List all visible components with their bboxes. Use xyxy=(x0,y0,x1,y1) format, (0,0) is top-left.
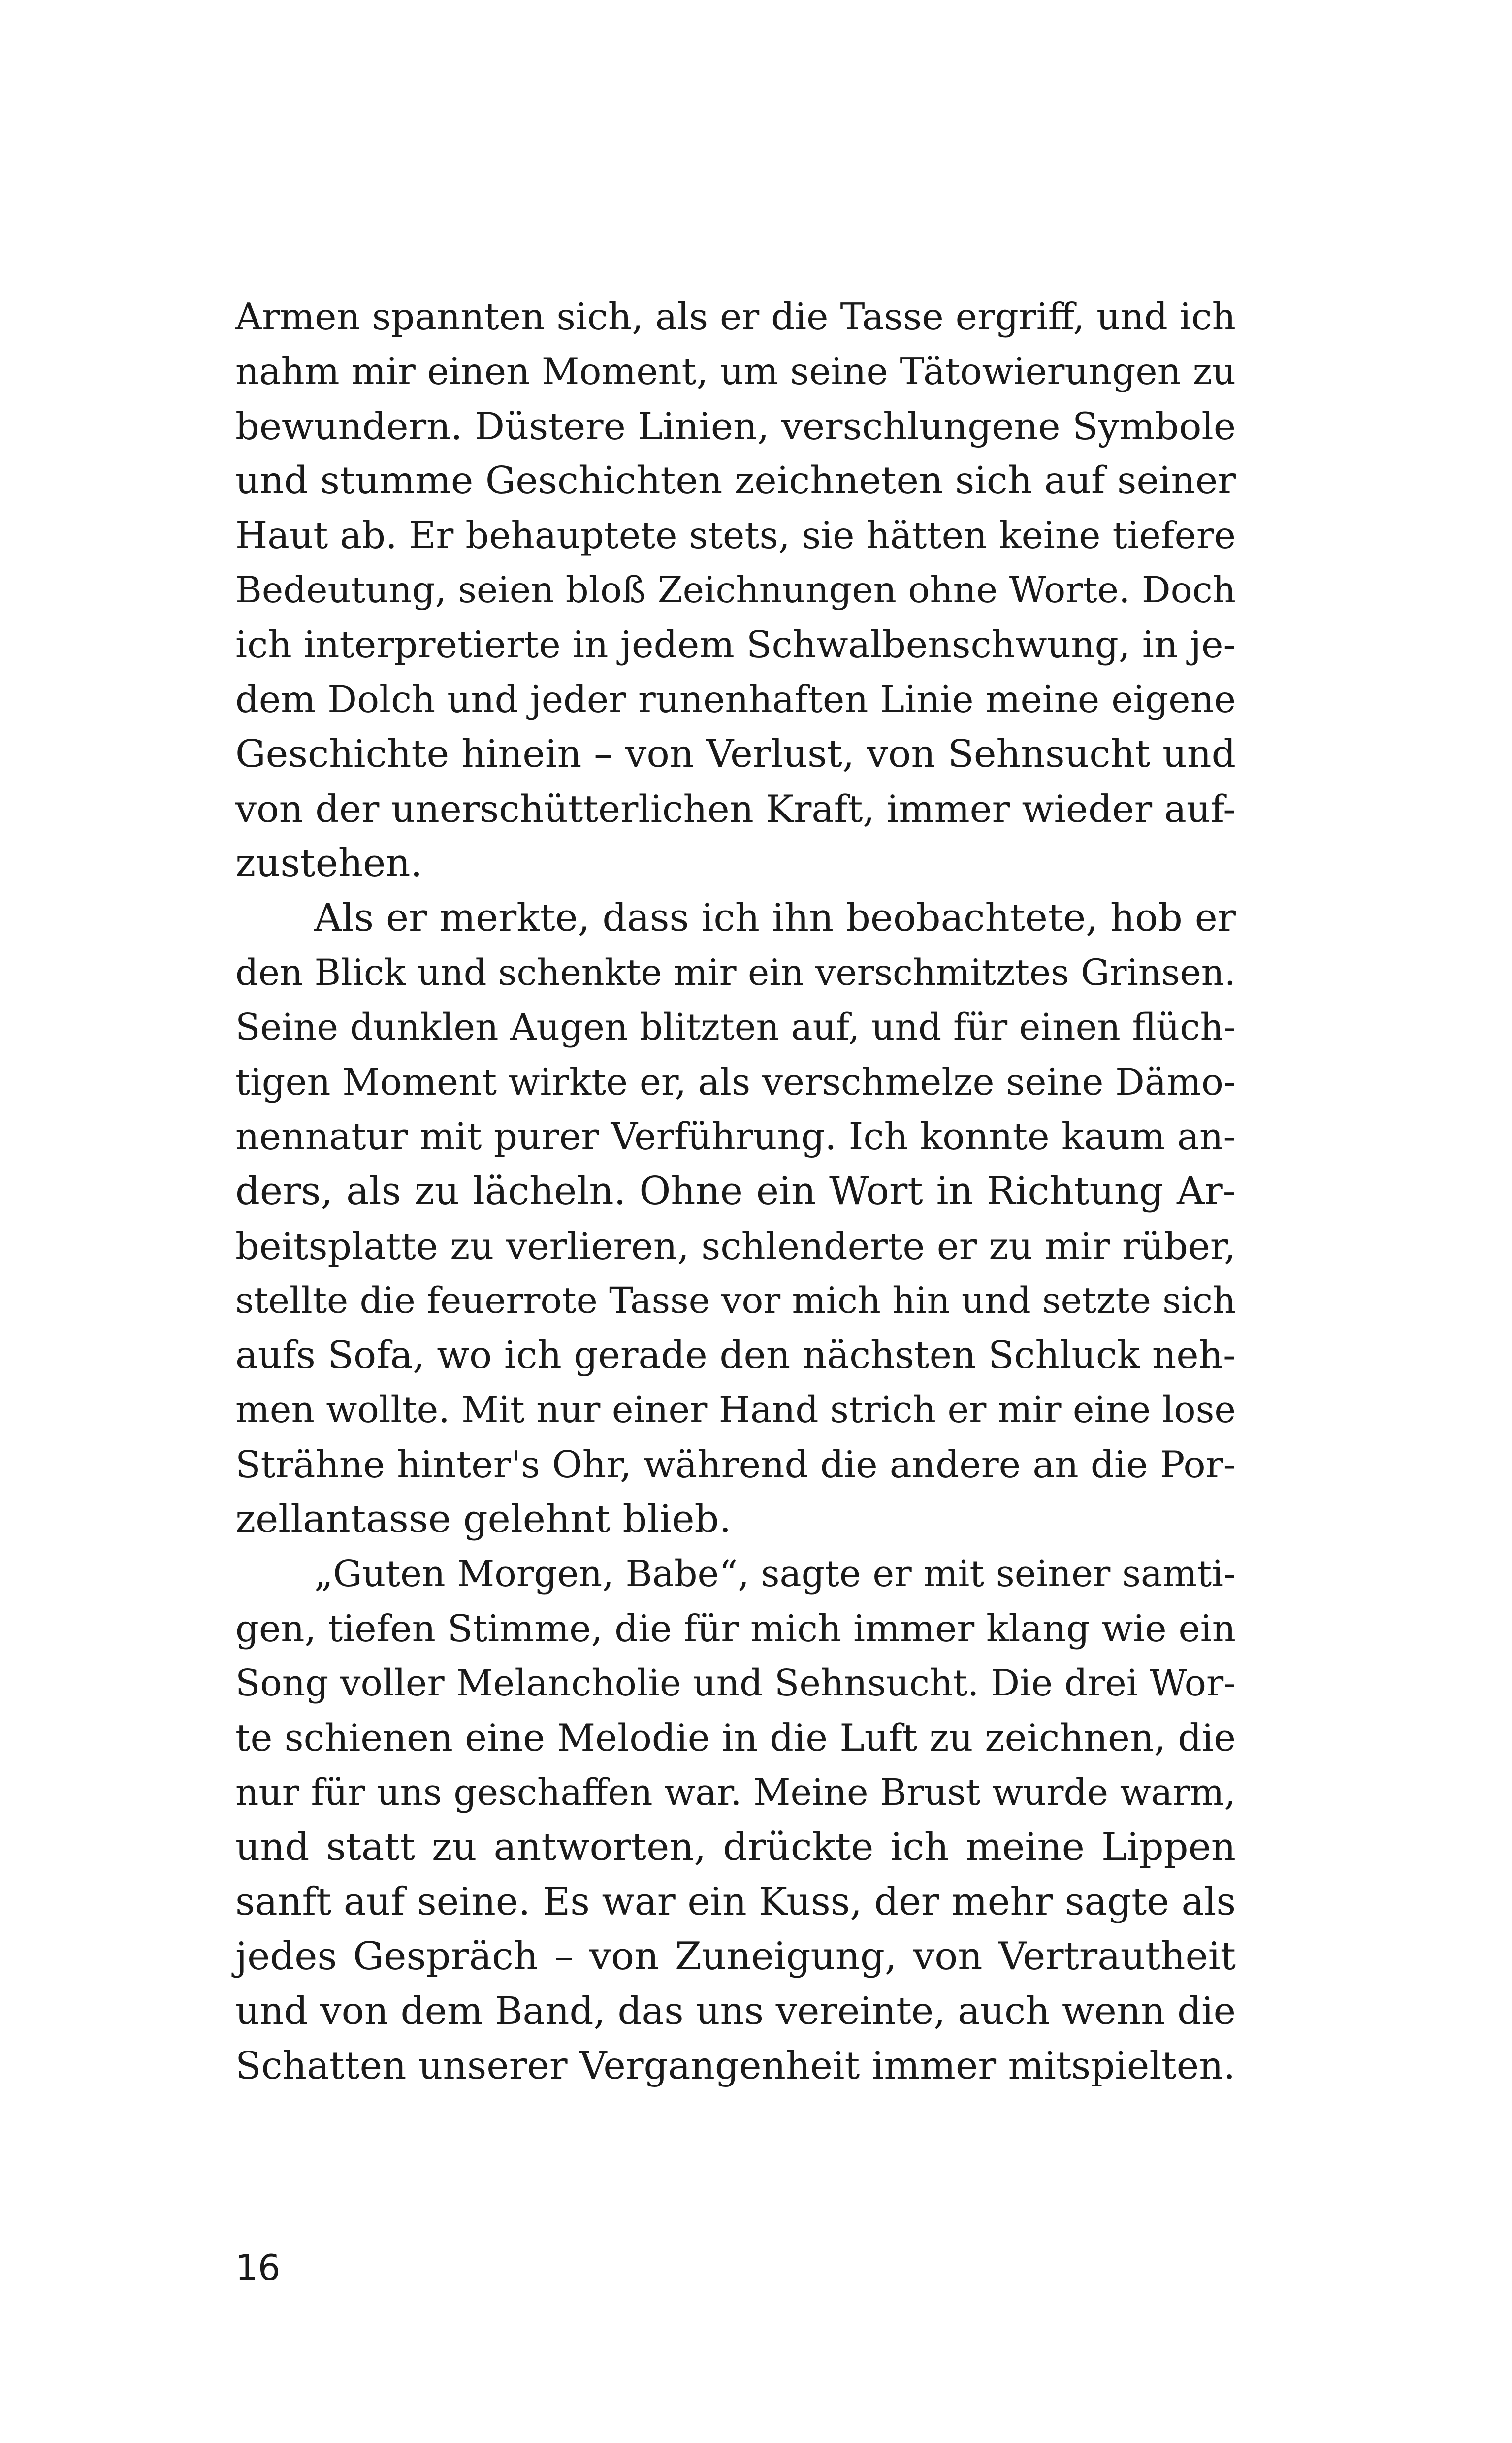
text-line: beitsplatte zu verlieren, schlenderte er zu mir rüber, xyxy=(235,1224,1236,1268)
text-line: aufs Sofa, wo ich gerade den nächsten Schluck neh- xyxy=(235,1334,1236,1377)
text-line: und von dem Band, das uns vereinte, auch wenn die xyxy=(235,1989,1236,2033)
text-line: Song voller Melancholie und Sehnsucht. Die drei Wor- xyxy=(235,1662,1236,1704)
text-line: Als er merkte, dass ich ihn beobachtete, hob er xyxy=(314,896,1236,940)
text-line: te schienen eine Melodie in die Luft zu zeichnen, die xyxy=(235,1716,1236,1759)
text-line: Strähne hinter's Ohr, während die andere an die Por- xyxy=(235,1443,1236,1486)
text-line: sanft auf seine. Es war ein Kuss, der mehr sagte als xyxy=(235,1880,1236,1924)
text-line: Haut ab. Er behauptete stets, sie hätten keine tiefere xyxy=(235,514,1236,557)
paragraph xyxy=(235,1547,1236,2093)
text-line: „Guten Morgen, Babe“, sagte er mit seiner samti- xyxy=(314,1553,1236,1595)
text-line: ich interpretierte in jedem Schwalbenschwung, in je- xyxy=(235,623,1236,666)
text-line: dem Dolch und jeder runenhaften Linie meine eigene xyxy=(235,678,1236,721)
text-line: gen, tiefen Stimme, die für mich immer klang wie ein xyxy=(235,1607,1236,1650)
text-line: nur für uns geschaffen war. Meine Brust wurde warm, xyxy=(235,1772,1236,1814)
text-line: den Blick und schenkte mir ein verschmitztes Grinsen. xyxy=(235,952,1236,994)
text-line: jedes Gespräch – von Zuneigung, von Vertrautheit xyxy=(235,1934,1236,1979)
text-line: und stumme Geschichten zeichneten sich auf seiner xyxy=(235,459,1236,503)
body-text xyxy=(235,290,1236,2093)
text-line: Armen spannten sich, als er die Tasse ergriff, und ich xyxy=(235,295,1236,338)
text-line: Bedeutung, seien bloß Zeichnungen ohne Worte. Doch xyxy=(235,569,1236,611)
paragraph xyxy=(235,290,1236,891)
text-line: nahm mir einen Moment, um seine Tätowierungen zu xyxy=(235,350,1236,393)
text-line: von der unerschütterlichen Kraft, immer wieder auf- xyxy=(235,787,1236,831)
text-line: zellantasse gelehnt blieb. xyxy=(235,1497,732,1541)
text-line: men wollte. Mit nur einer Hand strich er mir eine lose xyxy=(235,1389,1236,1431)
text-line: Geschichte hinein – von Verlust, von Sehnsucht und xyxy=(235,732,1236,776)
text-line: Schatten unserer Vergangenheit immer mitspielten. xyxy=(235,2044,1236,2088)
text-line: bewundern. Düstere Linien, verschlungene Symbole xyxy=(235,404,1236,448)
text-line: tigen Moment wirkte er, als verschmelze seine Dämo- xyxy=(235,1061,1236,1104)
text-line: stellte die feuerrote Tasse vor mich hin und setzte sich xyxy=(235,1280,1236,1322)
text-line: und statt zu antworten, drückte ich meine Lippen xyxy=(235,1825,1236,1869)
paragraph xyxy=(235,891,1236,1547)
page-number: 16 xyxy=(235,2247,281,2288)
text-line: ders, als zu lächeln. Ohne ein Wort in Richtung Ar- xyxy=(235,1169,1236,1213)
text-line: zustehen. xyxy=(235,841,423,885)
text-line: nennatur mit purer Verführung. Ich konnte kaum an- xyxy=(235,1115,1236,1158)
text-line: Seine dunklen Augen blitzten auf, und für einen flüch- xyxy=(235,1006,1236,1048)
